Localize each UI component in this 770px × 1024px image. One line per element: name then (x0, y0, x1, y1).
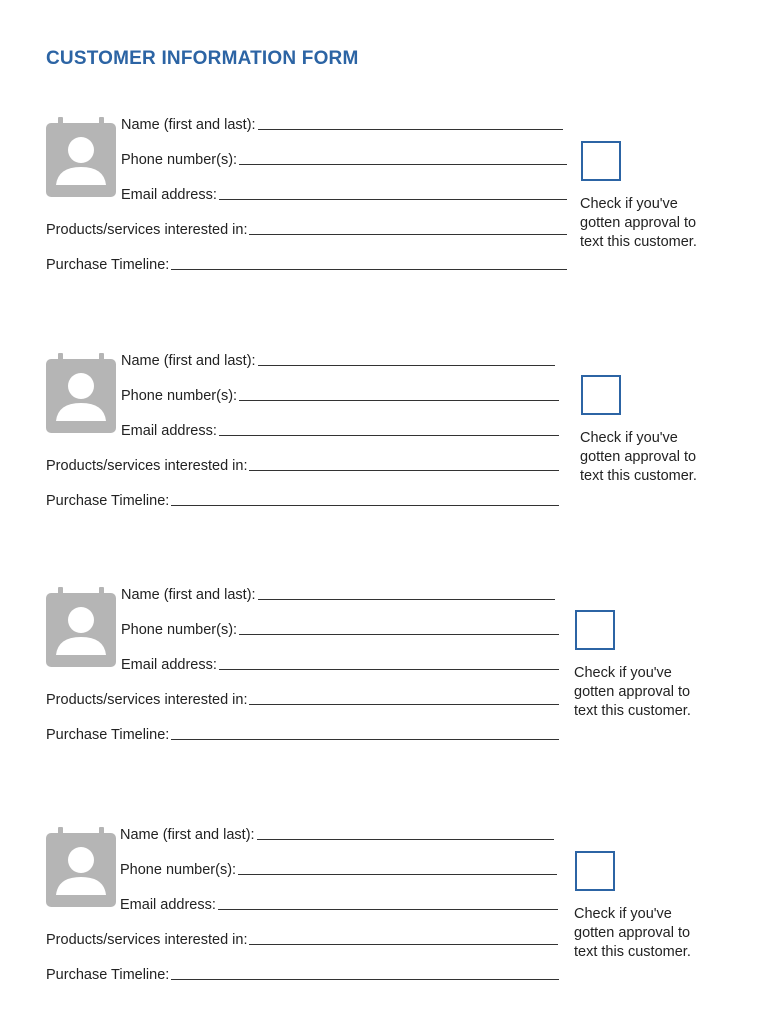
name-input-line[interactable] (257, 826, 554, 840)
products-field[interactable] (46, 688, 559, 708)
timeline-label: Purchase Timeline: (46, 257, 170, 273)
name-label: Name (first and last): (121, 353, 256, 369)
phone-field[interactable] (121, 384, 559, 404)
name-field[interactable] (121, 349, 555, 369)
text-approval-label: Check if you've gotten approval to text this customer. (580, 430, 697, 484)
text-approval-checkbox[interactable] (575, 851, 615, 891)
email-input-line[interactable] (218, 896, 558, 910)
text-approval-checkbox[interactable] (575, 610, 615, 650)
name-label: Name (first and last): (120, 827, 255, 843)
products-label: Products/services interested in: (46, 692, 248, 708)
phone-field[interactable] (121, 618, 559, 638)
phone-input-line[interactable] (239, 151, 567, 165)
timeline-label: Purchase Timeline: (46, 727, 170, 743)
email-label: Email address: (121, 423, 217, 439)
timeline-input-line[interactable] (171, 966, 559, 980)
email-label: Email address: (121, 187, 217, 203)
email-field[interactable] (121, 653, 559, 673)
timeline-label: Purchase Timeline: (46, 967, 170, 983)
customer-entry-1 (0, 113, 770, 303)
name-field[interactable] (121, 583, 555, 603)
name-input-line[interactable] (258, 586, 555, 600)
name-label: Name (first and last): (121, 117, 256, 133)
email-input-line[interactable] (219, 186, 567, 200)
name-field[interactable] (120, 823, 554, 843)
phone-input-line[interactable] (239, 621, 559, 635)
timeline-input-line[interactable] (171, 256, 567, 270)
customer-entry-3 (0, 583, 770, 773)
name-label: Name (first and last): (121, 587, 256, 603)
phone-label: Phone number(s): (121, 622, 238, 638)
phone-label: Phone number(s): (121, 388, 238, 404)
timeline-field[interactable] (46, 253, 567, 273)
products-input-line[interactable] (249, 931, 558, 945)
products-label: Products/services interested in: (46, 932, 248, 948)
phone-field[interactable] (121, 148, 567, 168)
email-field[interactable] (120, 893, 558, 913)
products-label: Products/services interested in: (46, 222, 248, 238)
email-label: Email address: (120, 897, 216, 913)
products-field[interactable] (46, 928, 558, 948)
name-input-line[interactable] (258, 352, 555, 366)
products-field[interactable] (46, 454, 559, 474)
text-approval-label: Check if you've gotten approval to text this customer. (580, 196, 697, 250)
products-input-line[interactable] (249, 691, 559, 705)
person-placeholder-icon (46, 353, 116, 431)
products-label: Products/services interested in: (46, 458, 248, 474)
timeline-field[interactable] (46, 489, 559, 509)
email-input-line[interactable] (219, 422, 559, 436)
timeline-field[interactable] (46, 963, 559, 983)
text-approval-checkbox[interactable] (581, 375, 621, 415)
name-input-line[interactable] (258, 116, 563, 130)
products-input-line[interactable] (249, 221, 567, 235)
phone-field[interactable] (120, 858, 557, 878)
timeline-input-line[interactable] (171, 726, 559, 740)
timeline-label: Purchase Timeline: (46, 493, 170, 509)
email-field[interactable] (121, 419, 559, 439)
timeline-input-line[interactable] (171, 492, 559, 506)
email-field[interactable] (121, 183, 567, 203)
name-field[interactable] (121, 113, 563, 133)
text-approval-label: Check if you've gotten approval to text this customer. (574, 665, 691, 719)
products-field[interactable] (46, 218, 567, 238)
person-placeholder-icon (46, 587, 116, 665)
text-approval-checkbox[interactable] (581, 141, 621, 181)
email-input-line[interactable] (219, 656, 559, 670)
person-placeholder-icon (46, 827, 116, 905)
page-title: CUSTOMER INFORMATION FORM (46, 48, 359, 69)
phone-input-line[interactable] (239, 387, 559, 401)
products-input-line[interactable] (249, 457, 559, 471)
email-label: Email address: (121, 657, 217, 673)
timeline-field[interactable] (46, 723, 559, 743)
phone-label: Phone number(s): (120, 862, 237, 878)
phone-input-line[interactable] (238, 861, 557, 875)
customer-entry-2 (0, 349, 770, 539)
text-approval-label: Check if you've gotten approval to text this customer. (574, 906, 691, 960)
person-placeholder-icon (46, 117, 116, 195)
customer-entry-4 (0, 823, 770, 1013)
phone-label: Phone number(s): (121, 152, 238, 168)
